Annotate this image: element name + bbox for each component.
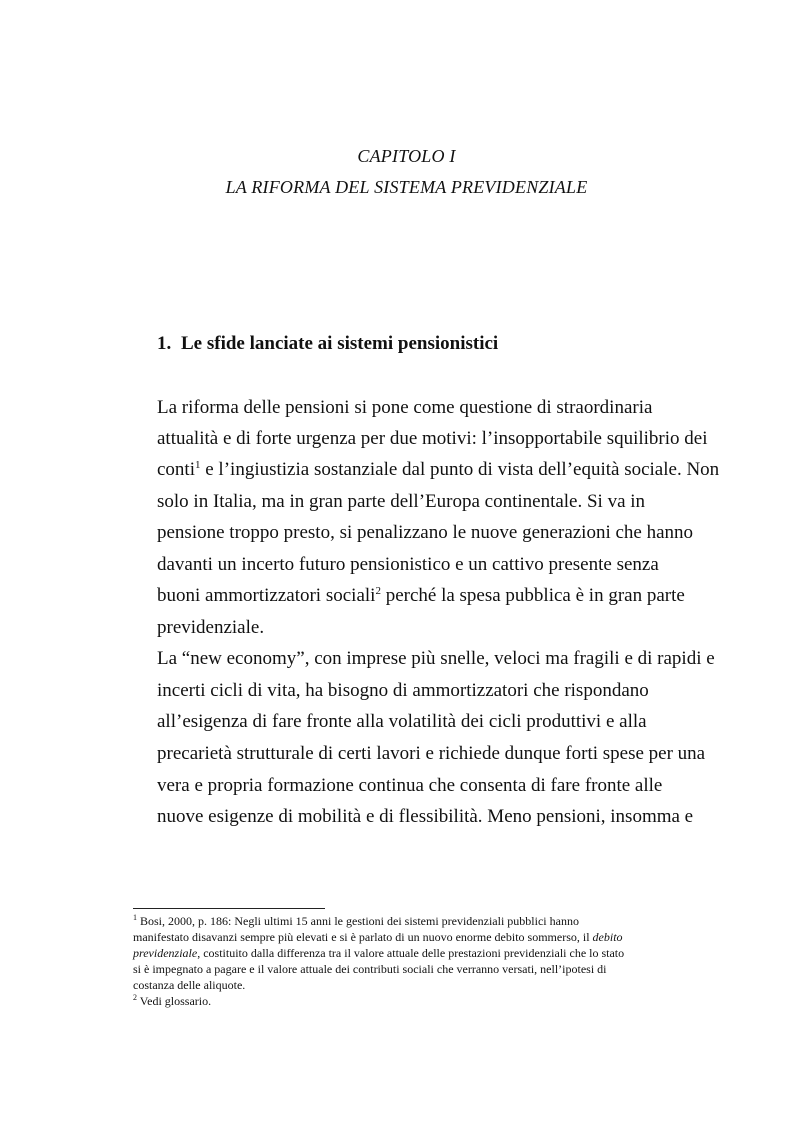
chapter-title: LA RIFORMA DEL SISTEMA PREVIDENZIALE: [225, 177, 588, 197]
body-line: La riforma delle pensioni si pone come questione di straordinaria: [157, 397, 653, 418]
footnote-marker: 1: [133, 913, 137, 922]
body-line: [157, 585, 685, 607]
footnote-text: Bosi, 2000, p. 186: Negli ultimi 15 anni le gestioni dei sistemi previdenziali pubblici hanno: [137, 914, 579, 928]
footnote-line: si è impegnato a pagare e il valore attuale dei contributi sociali che verranno versati, nell’ipotesi di: [133, 962, 607, 976]
body-line: davanti un incerto futuro pensionistico e un cattivo presente senza: [157, 554, 659, 575]
footnote-2: [133, 994, 211, 1009]
chapter-number: CAPITOLO I: [357, 146, 456, 166]
body-line: pensione troppo presto, si penalizzano le nuove generazioni che hanno: [157, 522, 694, 543]
footnote-ref-1[interactable]: 1: [195, 459, 201, 471]
body-line: [157, 459, 719, 481]
footnote-line: [133, 946, 624, 961]
body-text-fragment: buoni ammortizzatori sociali: [157, 585, 376, 606]
body-line: precarietà strutturale di certi lavori e richiede dunque forti spese per una: [157, 743, 706, 764]
footnote-marker: 2: [133, 993, 137, 1002]
footnote-text: manifestato disavanzi sempre più elevati e si è parlato di un nuovo enorme debito sommerso, il: [133, 930, 593, 944]
footnote-1: [133, 914, 579, 929]
footnote-italic-term: debito: [592, 930, 623, 944]
footnote-ref-2[interactable]: 2: [375, 585, 381, 597]
footnote-italic-term: previdenziale: [133, 946, 198, 960]
footnote-line: costanza delle aliquote.: [133, 978, 246, 992]
body-line: vera e propria formazione continua che consenta di fare fronte alle: [157, 775, 663, 796]
body-text-fragment: perché la spesa pubblica è in gran parte: [380, 585, 685, 606]
section-title: Le sfide lanciate ai sistemi pensionistici: [181, 333, 499, 354]
body-line: all’esigenza di fare fronte alla volatilità dei cicli produttivi e alla: [157, 711, 647, 732]
footnote-text: Vedi glossario.: [137, 994, 212, 1008]
footnote-separator: [133, 908, 325, 909]
body-line: previdenziale.: [157, 617, 265, 638]
body-text-fragment: e l’ingiustizia sostanziale dal punto di vista dell’equità sociale. Non: [200, 459, 720, 480]
body-text-fragment: conti: [157, 459, 195, 480]
body-line: La “new economy”, con imprese più snelle, veloci ma fragili e di rapidi e: [157, 648, 715, 669]
footnote-line: [133, 930, 623, 945]
body-line: attualità e di forte urgenza per due motivi: l’insopportabile squilibrio dei: [157, 428, 708, 449]
section-heading: [157, 333, 498, 355]
body-line: solo in Italia, ma in gran parte dell’Europa continentale. Si va in: [157, 491, 646, 512]
section-number: 1.: [157, 333, 172, 354]
body-line: incerti cicli di vita, ha bisogno di ammortizzatori che rispondano: [157, 680, 649, 701]
footnote-text: , costituito dalla differenza tra il valore attuale delle prestazioni previdenziali che lo stato: [197, 946, 625, 960]
body-line: nuove esigenze di mobilità e di flessibilità. Meno pensioni, insomma e: [157, 806, 694, 827]
